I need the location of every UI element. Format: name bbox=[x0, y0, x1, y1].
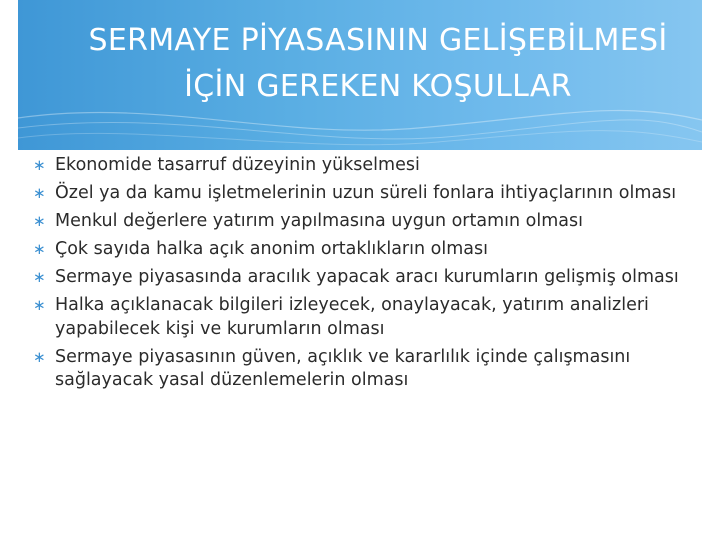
bullet-text: Sermaye piyasasında aracılık yapacak aracı kurumların gelişmiş olması bbox=[55, 267, 679, 287]
asterisk-bullet-icon: ∗ bbox=[33, 212, 46, 230]
bullet-item bbox=[33, 238, 683, 262]
slide-title: SERMAYE PİYASASININ GELİŞEBİLMESİ İÇİN GEREKEN KOŞULLAR bbox=[88, 23, 668, 104]
bullet-text: Ekonomide tasarruf düzeyinin yükselmesi bbox=[55, 155, 420, 175]
bullet-item bbox=[33, 266, 683, 290]
bullet-text: Menkul değerlere yatırım yapılmasına uygun ortamın olması bbox=[55, 211, 583, 231]
bullet-item bbox=[33, 210, 683, 234]
bullet-list bbox=[33, 154, 683, 397]
asterisk-bullet-icon: ∗ bbox=[33, 156, 46, 174]
bullet-text: Özel ya da kamu işletmelerinin uzun süreli fonlara ihtiyaçlarının olması bbox=[55, 183, 677, 203]
bullet-item bbox=[33, 182, 683, 206]
asterisk-bullet-icon: ∗ bbox=[33, 347, 46, 366]
bullet-item bbox=[33, 154, 683, 178]
bullet-text: Çok sayıda halka açık anonim ortaklıkların olması bbox=[55, 239, 488, 259]
asterisk-bullet-icon: ∗ bbox=[33, 240, 46, 258]
bullet-item bbox=[33, 294, 683, 341]
bullet-text: Halka açıklanacak bilgileri izleyecek, onaylayacak, yatırım analizleri yapabilecek kişi ve kurumların olması bbox=[55, 295, 649, 339]
asterisk-bullet-icon: ∗ bbox=[33, 184, 46, 202]
bullet-text: Sermaye piyasasının güven, açıklık ve kararlılık içinde çalışmasını sağlayacak yasal düzenlemelerin olması bbox=[55, 346, 631, 390]
asterisk-bullet-icon: ∗ bbox=[33, 296, 46, 314]
title-banner bbox=[18, 0, 702, 150]
bullet-item bbox=[33, 346, 683, 393]
asterisk-bullet-icon: ∗ bbox=[33, 268, 46, 286]
